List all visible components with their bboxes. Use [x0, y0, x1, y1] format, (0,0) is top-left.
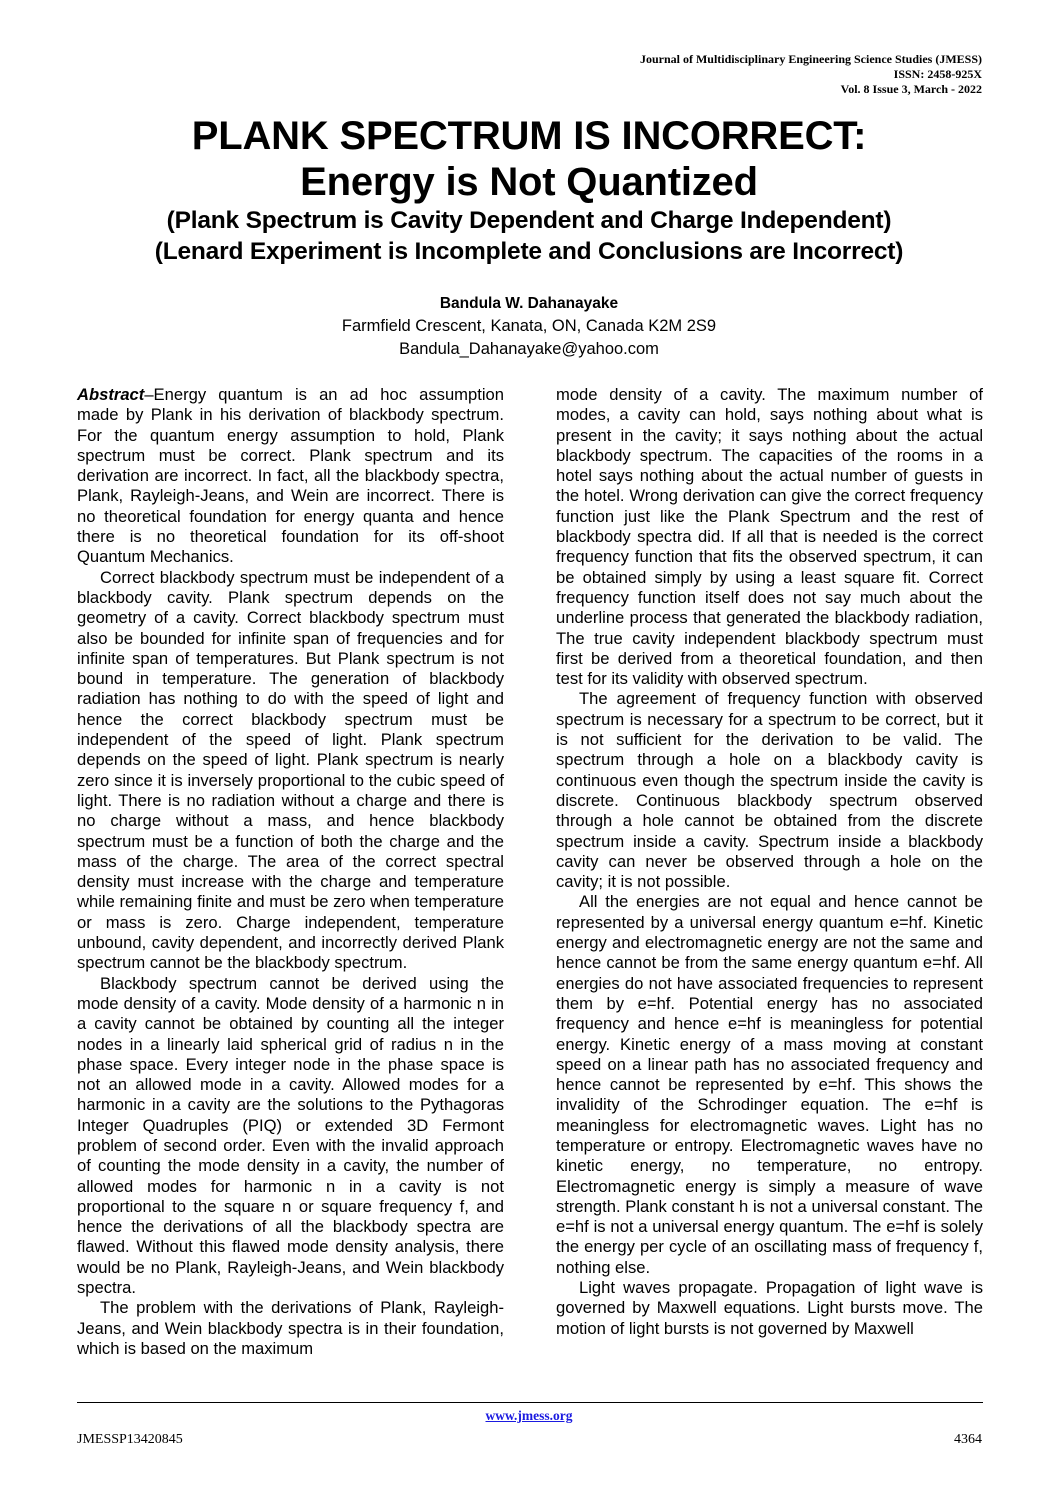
- paper-subtitle-line2: (Lenard Experiment is Incomplete and Conclusions are Incorrect): [154, 238, 904, 265]
- abstract-paragraph: [77, 385, 504, 568]
- footer-url-link[interactable]: www.jmess.org: [485, 1408, 573, 1423]
- paper-subtitle-line1: (Plank Spectrum is Cavity Dependent and Charge Independent): [166, 207, 892, 234]
- abstract-label: Abstract: [77, 385, 145, 404]
- paper-title-line1: PLANK SPECTRUM IS INCORRECT:: [191, 114, 867, 158]
- journal-issn: ISSN: 2458-925X: [893, 67, 982, 81]
- paragraph-5: The agreement of frequency function with observed spectrum is necessary for a spectrum to be correct, but it is not sufficient for the derivation to be valid. The spectrum through a hole on a blackbody cavity is continuous even though the spectrum inside the cavity is discrete. Continuous blackbody spectrum observed through a hole cannot be obtained from the discrete spectrum inside a cavity. Spectrum inside a blackbody cavity can never be observed through a hole on the cavity; it is not possible.: [556, 689, 983, 892]
- paragraph-4-continued: mode density of a cavity. The maximum number of modes, a cavity can hold, says nothing about what is present in the cavity; it says nothing about the actual blackbody spectrum. The capacities of the rooms in a hotel says nothing about the actual number of guests in the hotel. Wrong derivation can give the correct frequency function just like the Plank Spectrum and the rest of blackbody spectra did. If all that is needed is the correct frequency function that fits the observed spectrum, it can be obtained simply by using a least square fit. Correct frequency function itself does not say much about the underline process that generated the blackbody radiation, The true cavity independent blackbody spectrum must first be derived from a theoretical foundation, and then test for its validity with observed spectrum.: [556, 385, 983, 689]
- paragraph-3: Blackbody spectrum cannot be derived using the mode density of a cavity. Mode density of a harmonic n in a cavity cannot be obtained by counting all the integer nodes in a linearly laid spherical grid of radius n in the phase space. Every integer node in the phase space is not an allowed mode in a cavity. Allowed modes for a harmonic in a cavity are the solutions to the Pythagoras Integer Quadruples (PIQ) or extended 3D Fermont problem of second order. Even with the invalid approach of counting the mode density in a cavity, the number of allowed modes for harmonic n in a cavity is not proportional to the square n or square frequency f, and hence the derivations of all the blackbody spectra are flawed. Without this flawed mode density analysis, there would be no Plank, Rayleigh-Jeans, and Wein blackbody spectra.: [77, 973, 504, 1298]
- footer-divider: [77, 1402, 983, 1403]
- journal-header: [382, 52, 982, 97]
- author-email: Bandula_Dahanayake@yahoo.com: [399, 340, 659, 358]
- paragraph-6: All the energies are not equal and hence cannot be represented by a universal energy quantum e=hf. Kinetic energy and electromagnetic energy are not the same and hence cannot be from the same energy quantum e=hf. All energies do not have associated frequencies to represent them by e=hf. Potential energy has no associated frequency and hence e=hf is meaningless for potential energy. Kinetic energy of a mass moving at constant speed on a linear path has no associated frequency and hence cannot be represented by e=hf. This shows the invalidity of the Schrodinger equation. The e=hf is meaningless for electromagnetic waves. Light has no temperature or entropy. Electromagnetic waves have no kinetic energy, no temperature, no entropy. Electromagnetic energy is simply a measure of wave strength. Plank constant h is not a universal constant. The e=hf is not a universal energy quantum. The e=hf is solely the energy per cycle of an oscillating mass of frequency f, nothing else.: [556, 892, 983, 1277]
- footer-paper-id: JMESSP13420845: [77, 1432, 183, 1447]
- journal-name: Journal of Multidisciplinary Engineering Science Studies (JMESS): [639, 52, 982, 66]
- title-block: [0, 113, 1058, 267]
- author-block: [0, 292, 1058, 361]
- paragraph-7: Light waves propagate. Propagation of light wave is governed by Maxwell equations. Light bursts move. The motion of light bursts is not governed by Maxwell: [556, 1278, 983, 1338]
- footer-page-number: 4364: [954, 1432, 982, 1447]
- author-address: Farmfield Crescent, Kanata, ON, Canada K2M 2S9: [341, 317, 717, 335]
- paragraph-2: Correct blackbody spectrum must be independent of a blackbody cavity. Plank spectrum depends on the geometry of a cavity. Correct blackbody spectrum must also be bounded for infinite span of frequencies and for infinite span of temperatures. But Plank spectrum is not bound in temperature. The generation of blackbody radiation has nothing to do with the speed of light and hence the correct blackbody spectrum must be independent of the speed of light. Plank spectrum depends on the speed of light. Plank spectrum is nearly zero since it is inversely proportional to the cubic speed of light. There is no radiation without a charge and there is no charge without a mass, and hence blackbody spectrum must be a function of both the charge and the mass of the charge. The area of the correct spectral density must increase with the charge and temperature while remaining finite and must be zero when temperature or mass is zero. Charge independent, temperature unbound, cavity dependent, and incorrectly derived Plank spectrum cannot be the blackbody spectrum.: [77, 567, 504, 973]
- abstract-text: –Energy quantum is an ad hoc assumption made by Plank in his derivation of blackbody spectrum. For the quantum energy assumption to hold, Plank spectrum must be correct. Plank spectrum and its derivation are incorrect. In fact, all the blackbody spectra, Plank, Rayleigh-Jeans, and Wein are incorrect. There is no theoretical foundation for energy quanta and hence there is no theoretical foundation for its off-shoot Quantum Mechanics.: [77, 385, 504, 567]
- author-name: Bandula W. Dahanayake: [439, 295, 619, 312]
- journal-volume: Vol. 8 Issue 3, March - 2022: [840, 82, 982, 96]
- right-column: [556, 385, 983, 1339]
- paper-title-line2: Energy is Not Quantized: [300, 160, 758, 204]
- left-column: [77, 385, 504, 1359]
- paragraph-4: The problem with the derivations of Plank, Rayleigh-Jeans, and Wein blackbody spectra is in their foundation, which is based on the maximum: [77, 1298, 504, 1358]
